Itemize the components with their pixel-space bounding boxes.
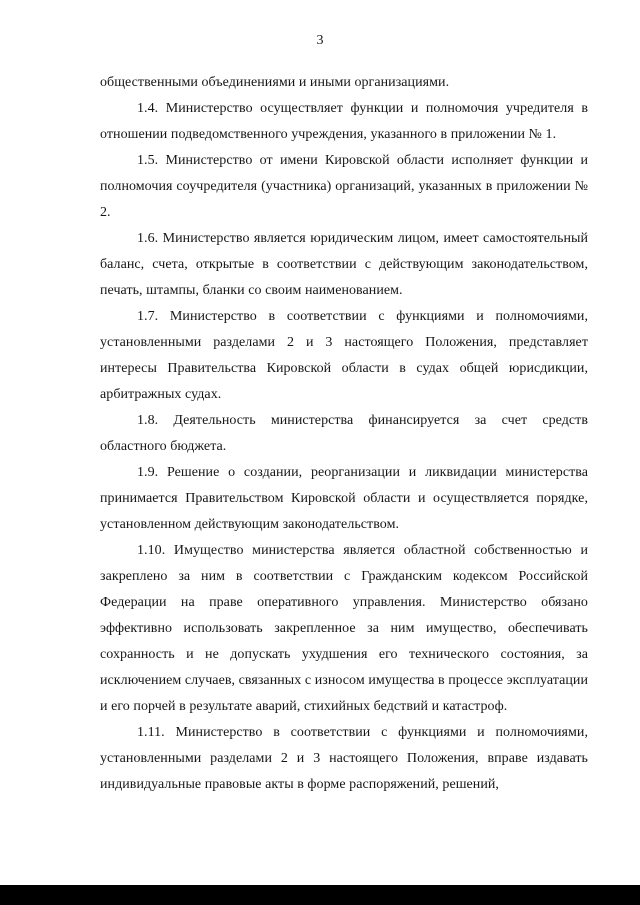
paragraph-1-5: 1.5. Министерство от имени Кировской области исполняет функции и полномочия соучредителя (участника) организаций, указанных в приложении № 2. [100,153,588,220]
paragraph-continuation: общественными объединениями и иными организациями. [100,75,450,90]
paragraph-1-7: 1.7. Министерство в соответствии с функциями и полномочиями, установленными разделами 2 и 3 настоящего Положения, представляет интересы Правительства Кировской области в судах общей юрисдикции, арбитражных судах. [100,309,588,402]
paragraph-1-10: 1.10. Имущество министерства является областной собственностью и закреплено за ним в соответствии с Гражданским кодексом Российской Федерации на праве оперативного управления. Министерство обязано эффективно использовать закрепленное за ним имущество, обеспечивать сохранность и не допускать ухудшения его технического состояния, за исключением случаев, связанных с износом имущества в процессе эксплуатации и его порчей в результате аварий, стихийных бедствий и катастроф. [100,543,588,714]
paragraph-1-11: 1.11. Министерство в соответствии с функциями и полномочиями, установленными разделами 2 и 3 настоящего Положения, вправе издавать индивидуальные правовые акты в форме распоряжений, решений, [100,725,588,792]
paragraph-1-4: 1.4. Министерство осуществляет функции и полномочия учредителя в отношении подведомственного учреждения, указанного в приложении № 1. [100,101,588,142]
scan-bottom-border [0,885,640,905]
paragraph-1-9: 1.9. Решение о создании, реорганизации и ликвидации министерства принимается Правительством Кировской области и осуществляется порядке, установленном действующим законодательством. [100,465,588,532]
document-body [100,70,588,798]
page-number: 3 [316,33,324,48]
paragraph-1-8: 1.8. Деятельность министерства финансируется за счет средств областного бюджета. [100,413,588,454]
paragraph-1-6: 1.6. Министерство является юридическим лицом, имеет самостоятельный баланс, счета, открытые в соответствии с действующим законодательством, печать, штампы, бланки со своим наименованием. [100,231,588,298]
